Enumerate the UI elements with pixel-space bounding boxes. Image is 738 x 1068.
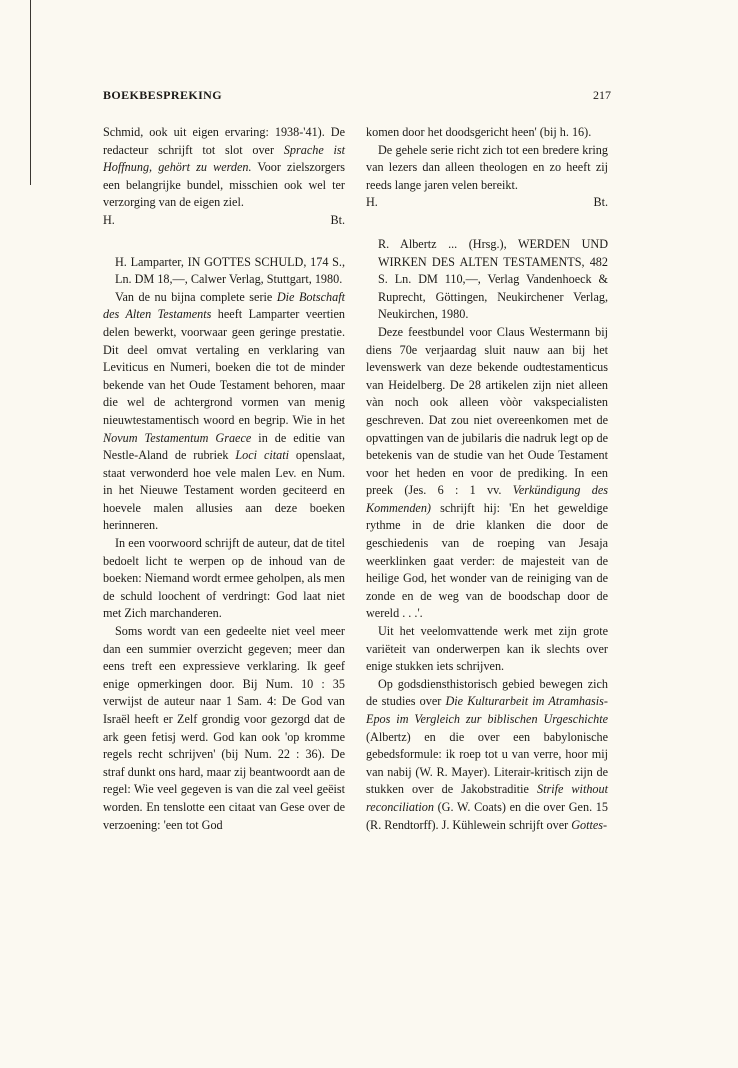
italic-title: Die Botschaft des Alten Testaments <box>103 289 346 322</box>
text-run: (Albertz) en die over een babylonische gebedsformule: ik roep tot u van verre, hoor mij van nabij (W. R. Mayer). Literair-kritisch zijn de stukken over de Jakobstraditie <box>366 729 608 797</box>
running-title: BOEKBESPREKING <box>103 88 222 102</box>
book-citation: H. Lamparter, IN GOTTES SCHULD, 174 S., Ln. DM 18,—, Calwer Verlag, Stuttgart, 1980. <box>115 254 345 287</box>
text-run: Deze feestbundel voor Claus Westermann bij diens 70e verjaardag sluit nauw aan bij het levenswerk van deze bekende oudtestamenticus van Heidelberg. De 28 artikelen zijn niet alleen vàn noch ook alleen vòòr vakspecialisten geschreven. Dat zou niet overeenkomen met de opvattingen van de jubilaris die nadruk legt op de betekenis van de studie van het Oude Testament voor het heden en voor de prediking. In een preek (Jes. 6 : 1 vv. <box>366 324 608 498</box>
italic-title: Novum Testamentum Graece <box>103 430 252 445</box>
text-run: Voor zielszorgers een belangrijke bundel, misschien ook wel ter verzorging van de eigen ziel. <box>103 160 345 210</box>
right-column <box>366 124 608 834</box>
review-paragraph: De gehele serie richt zich tot een bredere kring van lezers dan alleen theologen en zo heeft zij reeds lange jaren velen bereikt. <box>366 142 608 192</box>
italic-title: Gottes- <box>571 817 608 832</box>
signature-initial: H. <box>366 195 378 210</box>
page-edge-line <box>30 0 31 185</box>
text-run: Op godsdiensthistorisch gebied bewegen zich de studies over <box>366 676 608 709</box>
page-number: 217 <box>593 88 611 102</box>
book-citation: R. Albertz ... (Hrsg.), WERDEN UND WIRKEN DES ALTEN TESTAMENTS, 482 S. Ln. DM 110,—, Verlag Vandenhoeck & Ruprecht, Göttingen, Neukirchener Verlag, Neukirchen, 1980. <box>378 236 608 322</box>
review-paragraph: Uit het veelomvattende werk met zijn grote variëteit van onderwerpen kan ik slechts over enige stukken iets schrijven. <box>366 624 608 674</box>
review-paragraph: In een voorwoord schrijft de auteur, dat de titel bedoelt licht te werpen op de inhoud van de boeken: Niemand wordt ermee geholpen, als men de schuld loochent of verdringt: God laat niet met Zich marchanderen. <box>103 536 345 621</box>
text-run: in de editie van Nestle-Aland de rubriek <box>103 430 345 463</box>
review-paragraph: Soms wordt van een gedeelte niet veel meer dan een summier overzicht gegeven; meer dan eens treft een expressieve verklaring. Ik geef enige opmerkingen door. Bij Num. 10 : 35 verwijst de auteur naar 1 Sam. 4: De God van Israël heeft er Zelf grondig voor gezorgd dat de ark geen fetisj werd. God kan ook 'op kromme regels recht schrijven' (bij Num. 22 : 36). De straf dunkt ons hard, maar zij beantwoordt aan de regel: Wie veel gegeven is van die zal veel geëist worden. En tenslotte een citaat van Gese over de verzoening: 'een tot God <box>103 624 345 832</box>
signature-initial: H. <box>103 212 115 227</box>
left-column <box>103 124 345 834</box>
text-run: Schmid, ook uit eigen ervaring: 1938-'41). De redacteur schrijft tot slot over <box>103 125 345 157</box>
review-paragraph <box>103 289 345 535</box>
previous-review-ending: komen door het doodsgericht heen' (bij h. 16). <box>366 125 592 139</box>
italic-title: Loci citati <box>235 448 290 463</box>
review-paragraph <box>366 676 608 834</box>
signature-name: Bt. <box>593 195 608 210</box>
text-run: openslaat, staat verwonderd hoe vele malen Lev. en Num. in het Nieuwe Testament worden geciteerd en hoevele malen allusies aan deze boeken herinneren. <box>103 448 345 533</box>
spacer <box>366 212 608 236</box>
italic-title: Verkündigung des Kommenden) <box>366 483 608 515</box>
reviewer-signature <box>366 194 608 212</box>
text-run: schrijft hij: 'En het geweldige rythme in de drie klanken die door de geschiedenis van de roeping van Jesaja weerklinken gaat verder: de majesteit van de heilige God, het wonder van de reiniging van de zonde en de weg van de boodschap door de wereld . . .'. <box>366 500 608 621</box>
text-run: heeft Lamparter veertien delen bewerkt, voorwaar geen geringe prestatie. Dit deel omvat vertaling en verklaring van Leviticus en Numeri, boeken die tot de minder bekende van het Oude Testament behoren, maar die wel de achtergrond vormen van menig nieuwtestamentisch woord en begrip. Wie in het <box>103 307 345 427</box>
spacer <box>103 230 345 254</box>
reviewer-signature <box>103 212 345 230</box>
italic-title: Strife without reconciliation <box>366 782 608 814</box>
text-run: (G. W. Coats) en die over Gen. 15 (R. Rendtorff). J. Kühlewein schrijft over <box>366 799 608 832</box>
review-paragraph <box>366 324 608 623</box>
previous-review-ending <box>103 124 345 212</box>
text-run: Van de nu bijna complete serie <box>115 289 277 304</box>
italic-title: Die Kulturarbeit im Atramhasis-Epos im Vergleich zur biblischen Urgeschichte <box>366 694 608 726</box>
signature-name: Bt. <box>330 212 345 227</box>
italic-title: Sprache ist Hoffnung, gehört zu werden. <box>103 142 346 175</box>
